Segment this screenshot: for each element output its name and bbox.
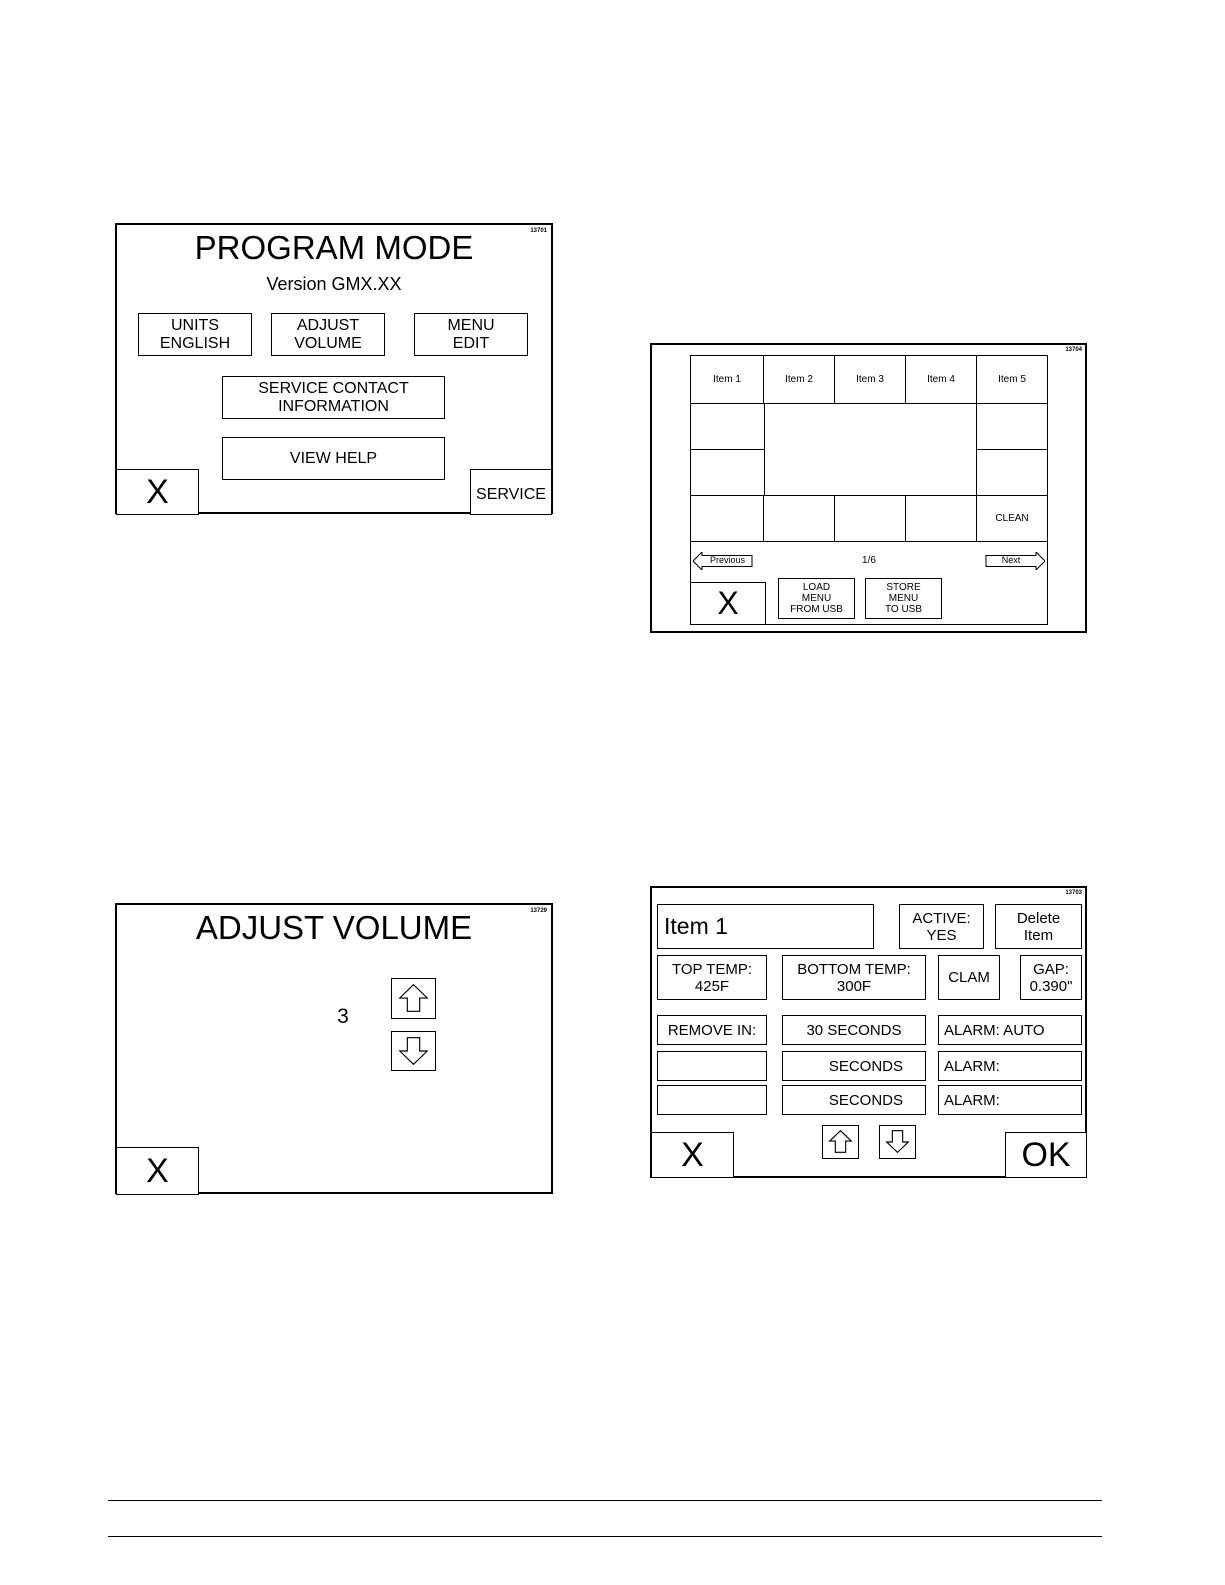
adjust-volume-screen xyxy=(115,903,553,1194)
remove-in-label[interactable]: REMOVE IN: xyxy=(657,1015,767,1045)
figure-code: 13704 xyxy=(1065,347,1082,353)
menu-item-5[interactable]: Item 5 xyxy=(977,356,1047,404)
volume-down-button[interactable] xyxy=(391,1031,436,1071)
alarm-field-2[interactable]: ALARM: xyxy=(938,1051,1082,1081)
menu-slot[interactable] xyxy=(835,496,906,542)
service-contact-button[interactable]: SERVICE CONTACT INFORMATION xyxy=(222,376,445,419)
remove-time-field-3[interactable]: SECONDS xyxy=(782,1085,926,1115)
remove-label-field-2[interactable] xyxy=(657,1051,767,1081)
remove-time-field-1[interactable]: 30 SECONDS xyxy=(782,1015,926,1045)
menu-slot[interactable] xyxy=(976,450,1047,496)
menu-slot[interactable] xyxy=(764,496,835,542)
store-menu-usb-button[interactable]: STORE MENU TO USB xyxy=(865,578,942,619)
top-temp-button[interactable]: TOP TEMP: 425F xyxy=(657,955,767,1000)
next-label: Next xyxy=(1001,555,1021,565)
menu-slot[interactable] xyxy=(976,404,1047,450)
version-label: Version GMX.XX xyxy=(266,274,402,294)
ok-button[interactable]: OK xyxy=(1005,1132,1087,1178)
active-toggle-button[interactable]: ACTIVE: YES xyxy=(899,904,984,949)
figure-code: 13729 xyxy=(530,908,547,914)
footer-rule-bottom xyxy=(108,1536,1102,1537)
close-button[interactable]: X xyxy=(116,469,199,515)
menu-edit-screen xyxy=(650,343,1087,633)
item-name-field[interactable]: Item 1 xyxy=(657,904,874,949)
menu-item-4[interactable]: Item 4 xyxy=(906,356,977,404)
figure-code: 13703 xyxy=(1065,890,1082,896)
menu-item-1[interactable]: Item 1 xyxy=(691,356,764,404)
view-help-button[interactable]: VIEW HELP xyxy=(222,437,445,480)
volume-up-button[interactable] xyxy=(391,978,436,1019)
previous-button[interactable] xyxy=(693,552,753,570)
menu-slot[interactable] xyxy=(691,404,765,450)
program-mode-screen xyxy=(115,223,553,514)
menu-slot[interactable] xyxy=(691,496,764,542)
menu-slot[interactable] xyxy=(691,450,765,496)
alarm-field-3[interactable]: ALARM: xyxy=(938,1085,1082,1115)
clean-button[interactable]: CLEAN xyxy=(977,496,1047,542)
menu-grid xyxy=(690,355,1048,625)
menu-edit-button[interactable]: MENU EDIT xyxy=(414,313,528,356)
clam-button[interactable]: CLAM xyxy=(938,955,1000,1000)
up-arrow-icon xyxy=(823,1126,858,1158)
previous-label: Previous xyxy=(709,555,745,565)
close-button[interactable]: X xyxy=(690,582,766,625)
remove-time-field-2[interactable]: SECONDS xyxy=(782,1051,926,1081)
remove-label-field-3[interactable] xyxy=(657,1085,767,1115)
figure-code: 13701 xyxy=(530,228,547,234)
footer-rule-top xyxy=(108,1500,1102,1501)
item-edit-screen xyxy=(650,886,1087,1178)
item-preview-area xyxy=(764,404,977,496)
up-arrow-icon xyxy=(392,979,435,1018)
menu-item-3[interactable]: Item 3 xyxy=(835,356,906,404)
close-button[interactable]: X xyxy=(116,1147,199,1195)
load-menu-usb-button[interactable]: LOAD MENU FROM USB xyxy=(778,578,855,619)
screen-title: PROGRAM MODE xyxy=(194,229,474,266)
alarm-field-1[interactable]: ALARM: AUTO xyxy=(938,1015,1082,1045)
down-arrow-icon xyxy=(392,1032,435,1070)
next-button[interactable] xyxy=(985,552,1045,570)
gap-button[interactable]: GAP: 0.390" xyxy=(1020,955,1082,1000)
down-arrow-icon xyxy=(880,1126,915,1158)
service-button[interactable]: SERVICE xyxy=(470,469,552,515)
volume-value: 3 xyxy=(337,1005,349,1028)
units-button[interactable]: UNITS ENGLISH xyxy=(138,313,252,356)
menu-slot[interactable] xyxy=(906,496,977,542)
adjust-volume-button[interactable]: ADJUST VOLUME xyxy=(271,313,385,356)
screen-title: ADJUST VOLUME xyxy=(195,909,473,946)
scroll-down-button[interactable] xyxy=(879,1125,916,1159)
page-indicator: 1/6 xyxy=(862,555,876,566)
menu-item-2[interactable]: Item 2 xyxy=(764,356,835,404)
bottom-temp-button[interactable]: BOTTOM TEMP: 300F xyxy=(782,955,926,1000)
scroll-up-button[interactable] xyxy=(822,1125,859,1159)
close-button[interactable]: X xyxy=(651,1132,734,1178)
delete-item-button[interactable]: Delete Item xyxy=(995,904,1082,949)
